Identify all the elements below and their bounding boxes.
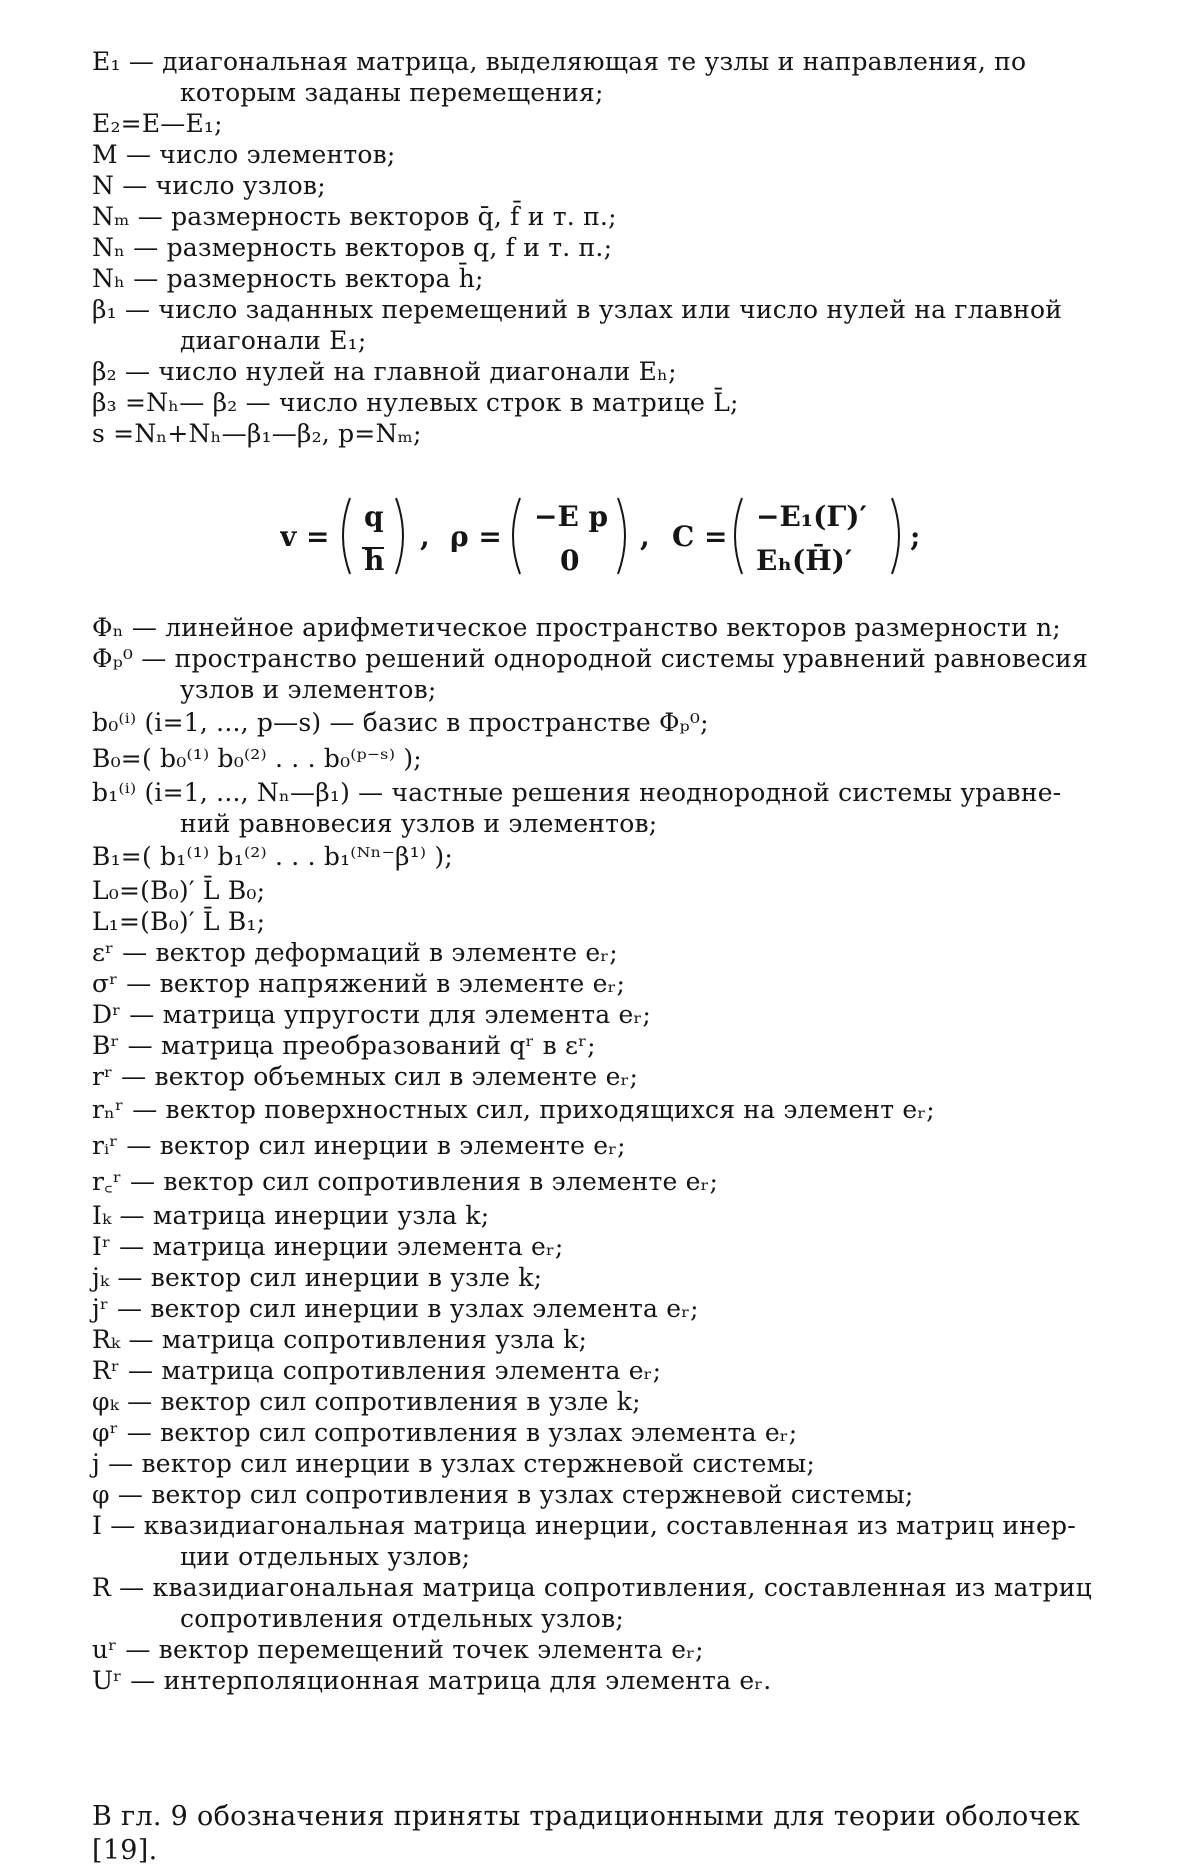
notation-entry xyxy=(92,1479,1132,1510)
entry-continuation: узлов и элементов; xyxy=(180,675,437,704)
notation-entry xyxy=(92,1030,1132,1061)
v-top: q xyxy=(364,500,384,533)
c-bottom: Eₕ(H̄)′ xyxy=(756,544,853,577)
entry-text: r꜀ʳ — вектор сил сопротивления в элементе eᵣ; xyxy=(92,1167,719,1196)
entry-text: R — квазидиагональная матрица сопротивления, составленная из матриц xyxy=(92,1573,1092,1602)
notation-entry xyxy=(92,46,1132,108)
notation-entry xyxy=(92,418,1132,449)
rho-bottom: 0 xyxy=(560,544,580,577)
entry-text: B₁=( b₁⁽¹⁾ b₁⁽²⁾ . . . b₁⁽ᴺⁿ⁻β¹⁾ ); xyxy=(92,842,453,871)
entry-text: s =Nₙ+Nₕ—β₁—β₂, p=Nₘ; xyxy=(92,419,422,448)
entry-text: L₁=(B₀)′ L̄ B₁; xyxy=(92,907,266,936)
vector-definitions-formula xyxy=(280,488,1000,584)
notation-entry xyxy=(92,937,1132,968)
notation-entry xyxy=(92,612,1132,643)
entry-text: b₀⁽ⁱ⁾ (i=1, ..., p—s) — базис в пространстве Φₚ⁰; xyxy=(92,708,709,737)
entry-text: β₂ — число нулей на главной диагонали Eₕ; xyxy=(92,357,677,386)
entry-text: rᵢʳ — вектор сил инерции в элементе eᵣ; xyxy=(92,1131,626,1160)
notation-entry xyxy=(92,1510,1132,1572)
rho-label: ρ = xyxy=(450,520,502,553)
notation-entry xyxy=(92,1634,1132,1665)
entry-text: rₙʳ — вектор поверхностных сил, приходящихся на элемент eᵣ; xyxy=(92,1095,935,1124)
notation-entry xyxy=(92,705,1132,741)
notation-list-top xyxy=(92,46,1132,449)
rho-top: −E p xyxy=(534,500,609,533)
entry-text: Bʳ — матрица преобразований qʳ в εʳ; xyxy=(92,1031,596,1060)
notation-entry xyxy=(92,1231,1132,1262)
notation-entry xyxy=(92,170,1132,201)
notation-entry xyxy=(92,1417,1132,1448)
notation-entry xyxy=(92,263,1132,294)
notation-entry xyxy=(92,232,1132,263)
right-paren xyxy=(618,498,625,574)
notation-entry xyxy=(92,1164,1132,1200)
notation-entry xyxy=(92,1448,1132,1479)
entry-text: φʳ — вектор сил сопротивления в узлах элемента eᵣ; xyxy=(92,1418,798,1447)
entry-text: M — число элементов; xyxy=(92,140,396,169)
notation-entry xyxy=(92,1572,1132,1634)
left-paren xyxy=(343,498,350,574)
entry-text: E₁ — диагональная матрица, выделяющая те узлы и направления, по xyxy=(92,47,1027,76)
entry-text: E₂=E—E₁; xyxy=(92,109,223,138)
v-bottom: h xyxy=(364,544,385,577)
entry-text: jₖ — вектор сил инерции в узле k; xyxy=(92,1263,543,1292)
right-paren xyxy=(396,498,403,574)
entry-text: jʳ — вектор сил инерции в узлах элемента eᵣ; xyxy=(92,1294,699,1323)
entry-text: b₁⁽ⁱ⁾ (i=1, ..., Nₙ—β₁) — частные решения неоднородной системы уравне- xyxy=(92,778,1062,807)
notation-entry xyxy=(92,999,1132,1030)
notation-entry xyxy=(92,1061,1132,1092)
entry-text: uʳ — вектор перемещений точек элемента eᵣ; xyxy=(92,1635,704,1664)
notation-entry xyxy=(92,875,1132,906)
entry-text: L₀=(B₀)′ L̄ B₀; xyxy=(92,876,266,905)
c-label: C = xyxy=(672,520,728,553)
entry-continuation: диагонали E₁; xyxy=(180,326,367,355)
comma: , xyxy=(640,520,650,553)
entry-text: Uʳ — интерполяционная матрица для элемента eᵣ. xyxy=(92,1666,772,1695)
entry-text: β₁ — число заданных перемещений в узлах или число нулей на главной xyxy=(92,295,1063,324)
formula-svg xyxy=(280,488,1000,584)
left-paren xyxy=(513,498,520,574)
comma: , xyxy=(420,520,430,553)
entry-text: φ — вектор сил сопротивления в узлах стержневой системы; xyxy=(92,1480,914,1509)
notation-entry xyxy=(92,906,1132,937)
footer-note: В гл. 9 обозначения приняты традиционными для теории оболочек [19]. xyxy=(92,1801,1081,1866)
notation-entry xyxy=(92,741,1132,777)
notation-entry xyxy=(92,108,1132,139)
entry-text: Rₖ — матрица сопротивления узла k; xyxy=(92,1325,588,1354)
notation-entry xyxy=(92,1092,1132,1128)
right-paren xyxy=(892,498,899,574)
notation-entry xyxy=(92,294,1132,356)
entry-text: Nₘ — размерность векторов q̄, f̄ и т. п.; xyxy=(92,202,617,231)
notation-entry xyxy=(92,777,1132,839)
entry-text: N — число узлов; xyxy=(92,171,326,200)
entry-text: Iʳ — матрица инерции элемента eᵣ; xyxy=(92,1232,564,1261)
notation-entry xyxy=(92,201,1132,232)
entry-text: Φₙ — линейное арифметическое пространство векторов размерности n; xyxy=(92,613,1061,642)
entry-text: j — вектор сил инерции в узлах стержневой системы; xyxy=(92,1449,816,1478)
notation-entry xyxy=(92,839,1132,875)
notation-list-bottom xyxy=(92,612,1132,1696)
entry-text: Rʳ — матрица сопротивления элемента eᵣ; xyxy=(92,1356,662,1385)
notation-entry xyxy=(92,1665,1132,1696)
entry-text: Dʳ — матрица упругости для элемента eᵣ; xyxy=(92,1000,652,1029)
entry-text: β₃ =Nₕ— β₂ — число нулевых строк в матрице L̄; xyxy=(92,388,739,417)
v-label: v = xyxy=(280,520,330,553)
notation-entry xyxy=(92,1355,1132,1386)
entry-continuation: ний равновесия узлов и элементов; xyxy=(180,809,658,838)
notation-entry xyxy=(92,387,1132,418)
c-top: −E₁(Γ)′ xyxy=(756,500,867,533)
notation-entry xyxy=(92,1293,1132,1324)
notation-entry xyxy=(92,643,1132,705)
notation-entry xyxy=(92,1200,1132,1231)
notation-entry xyxy=(92,1262,1132,1293)
entry-continuation: сопротивления отдельных узлов; xyxy=(180,1604,625,1633)
entry-text: Φₚ⁰ — пространство решений однородной системы уравнений равновесия xyxy=(92,644,1089,673)
entry-continuation: которым заданы перемещения; xyxy=(180,78,604,107)
entry-continuation: ции отдельных узлов; xyxy=(180,1542,471,1571)
entry-text: Nₙ — размерность векторов q, f и т. п.; xyxy=(92,233,613,262)
entry-text: φₖ — вектор сил сопротивления в узле k; xyxy=(92,1387,641,1416)
entry-text: σʳ — вектор напряжений в элементе eᵣ; xyxy=(92,969,626,998)
notation-entry xyxy=(92,356,1132,387)
notation-entry xyxy=(92,1324,1132,1355)
notation-entry xyxy=(92,1386,1132,1417)
formula-end: ; xyxy=(910,520,921,553)
notation-entry xyxy=(92,968,1132,999)
entry-text: Iₖ — матрица инерции узла k; xyxy=(92,1201,490,1230)
entry-text: Nₕ — размерность вектора h̄; xyxy=(92,264,484,293)
entry-text: I — квазидиагональная матрица инерции, составленная из матриц инер- xyxy=(92,1511,1076,1540)
entry-text: rʳ — вектор объемных сил в элементе eᵣ; xyxy=(92,1062,639,1091)
entry-text: εʳ — вектор деформаций в элементе eᵣ; xyxy=(92,938,618,967)
notation-entry xyxy=(92,139,1132,170)
entry-text: B₀=( b₀⁽¹⁾ b₀⁽²⁾ . . . b₀⁽ᵖ⁻ˢ⁾ ); xyxy=(92,744,422,773)
notation-entry xyxy=(92,1128,1132,1164)
left-paren xyxy=(735,498,742,574)
